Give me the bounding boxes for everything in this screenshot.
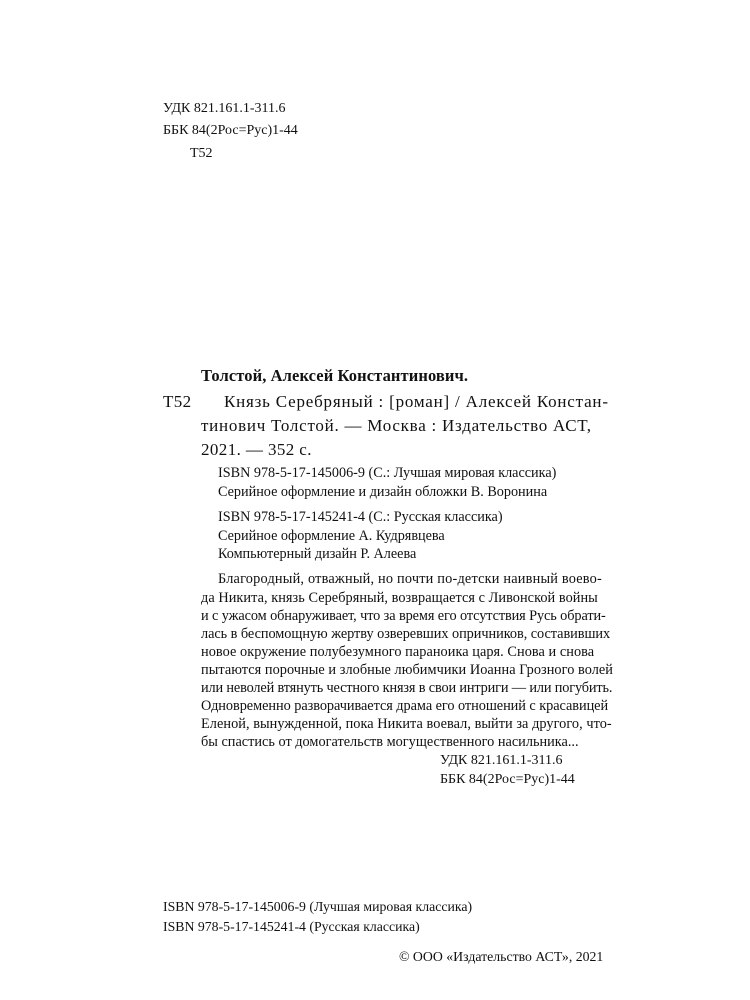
entry-title-line-1: Князь Серебряный : [роман] / Алексей Констан- (224, 392, 609, 411)
entry-bbk: ББК 84(2Рос=Рус)1-44 (440, 772, 575, 787)
isbn-block-2-line-2: Серийное оформление А. Кудрявцева (218, 528, 445, 544)
footer-isbn-1: ISBN 978-5-17-145006-9 (Лучшая мировая классика) (163, 899, 473, 914)
copyright-line: © ООО «Издательство АСТ», 2021 (399, 949, 604, 964)
annotation-line-7: или неволей втянуть честного князя в свои интриги — или погубить. (201, 680, 613, 696)
annotation-line-6: пытаются порочные и злобные любимчики Иоанна Грозного волей (201, 662, 614, 678)
annotation-line-2: да Никита, князь Серебряный, возвращается с Ливонской войны (201, 590, 598, 606)
header-code: Т52 (190, 146, 213, 161)
entry-udk: УДК 821.161.1-311.6 (440, 753, 563, 768)
annotation-line-1: Благородный, отважный, но почти по-детски наивный воево- (218, 571, 602, 587)
annotation-line-4: лась в беспомощную жертву озверевших опричников, составивших (201, 626, 611, 642)
annotation-line-8: Одновременно разворачивается драма его отношений с красавицей (201, 698, 609, 714)
isbn-block-1-line-2: Серийное оформление и дизайн обложки В. Воронина (218, 484, 548, 500)
entry-author: Толстой, Алексей Константинович. (201, 366, 469, 385)
annotation-line-9: Еленой, вынужденной, пока Никита воевал, выйти за другого, что- (201, 716, 612, 732)
entry-title-line-2: тинович Толстой. — Москва : Издательство АСТ, (201, 416, 592, 435)
isbn-block-1-line-1: ISBN 978-5-17-145006-9 (С.: Лучшая мировая классика) (218, 465, 557, 481)
header-udk: УДК 821.161.1-311.6 (163, 101, 286, 116)
annotation-line-10: бы спастись от домогательств могущественного насильника... (201, 734, 579, 750)
header-bbk: ББК 84(2Рос=Рус)1-44 (163, 123, 298, 138)
entry-title-line-3: 2021. — 352 с. (201, 440, 312, 459)
isbn-block-2-line-3: Компьютерный дизайн Р. Алеева (218, 546, 417, 562)
isbn-block-2-line-1: ISBN 978-5-17-145241-4 (С.: Русская классика) (218, 509, 503, 525)
entry-code: Т52 (163, 392, 192, 411)
annotation-line-3: и с ужасом обнаруживает, что за время его отсутствия Русь обрати- (201, 608, 606, 624)
annotation-line-5: новое окружение полубезумного параноика царя. Снова и снова (201, 644, 595, 660)
footer-isbn-2: ISBN 978-5-17-145241-4 (Русская классика) (163, 919, 420, 934)
